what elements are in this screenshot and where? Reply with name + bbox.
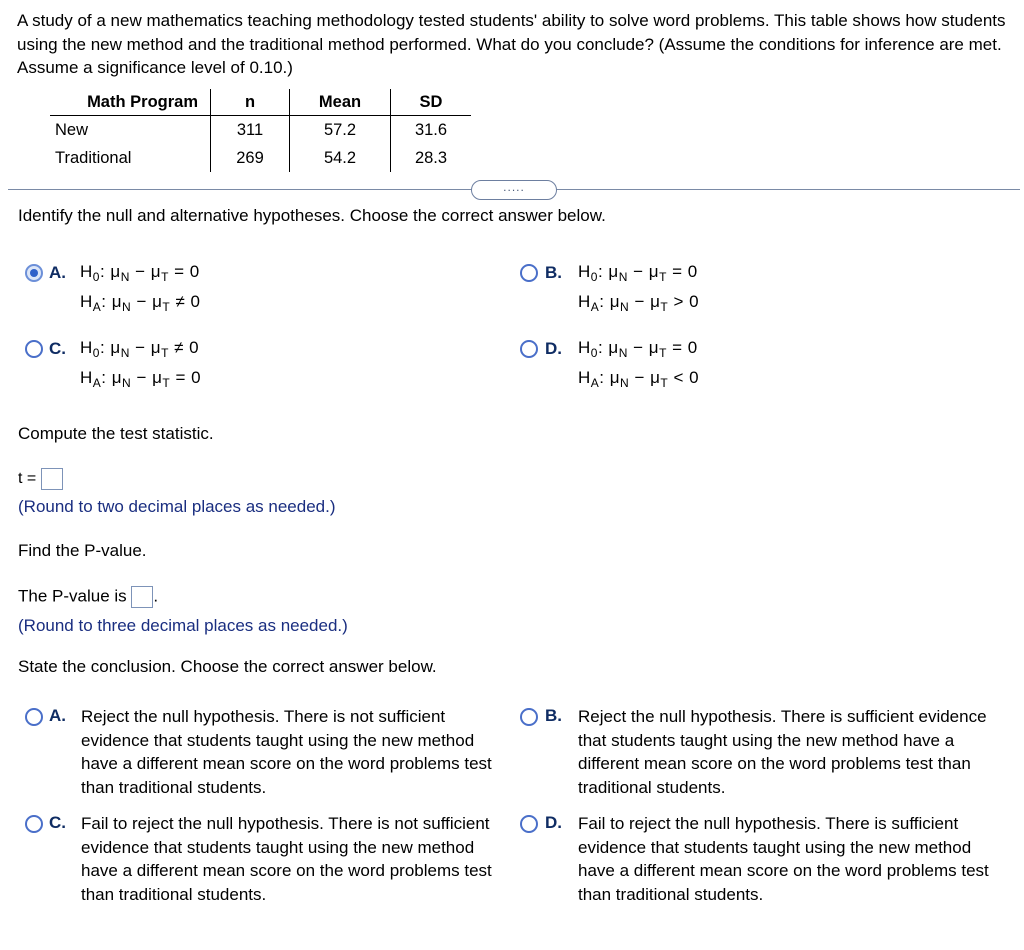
table-cell: 31.6 [391,116,472,145]
hypothesis-option-a-radio[interactable] [25,264,43,282]
table-cell: New [55,120,89,139]
p-value-label: The P-value is [18,586,127,606]
table-cell: 269 [211,144,290,172]
table-header: SD [391,89,472,116]
conclusion-option-a-radio[interactable] [25,708,43,726]
conclusion-option-d-text: Fail to reject the null hypothesis. There is sufficient evidence that students taught using the new method have a different mean score on the word problems test than traditional students. [578,814,989,904]
hypothesis-option-d-alt: $H_A$: $\mu_N - \mu_T < 0$ [578,368,700,390]
hypothesis-option-b-null: $H_0$: $\mu_N - \mu_T = 0$ [578,262,698,284]
problem-statement: A study of a new mathematics teaching methodology tested students' ability to solve word problems. This table shows how students using the new method and the traditional method performed. What do you conclude? (Assume the conditions for inference are met. Assume a significance level of 0.10.) [17,11,1006,77]
hypothesis-option-d-radio[interactable] [520,340,538,358]
option-letter: C. [49,339,66,358]
hypothesis-option-a-null: $H_0$: $\mu_N - \mu_T = 0$ [80,262,200,284]
p-value-prompt: Find the P-value. [18,541,147,560]
hypothesis-option-c-alt: $H_A$: $\mu_N - \mu_T = 0$ [80,368,202,390]
hypotheses-prompt: Identify the null and alternative hypotheses. Choose the correct answer below. [18,206,606,225]
conclusion-option-b-radio[interactable] [520,708,538,726]
option-letter: A. [49,706,66,725]
option-letter: D. [545,813,562,832]
hypothesis-option-b-alt: $H_A$: $\mu_N - \mu_T > 0$ [578,292,700,314]
p-value-suffix: . [153,586,159,606]
hypothesis-option-b-radio[interactable] [520,264,538,282]
data-table [50,89,471,172]
p-value-hint: (Round to three decimal places as needed.) [18,616,348,635]
table-header: Mean [290,89,391,116]
conclusion-option-a-text: Reject the null hypothesis. There is not sufficient evidence that students taught using the new method have a different mean score on the word problems test than traditional students. [81,707,492,797]
table-cell: 57.2 [290,116,391,145]
conclusion-option-b-text: Reject the null hypothesis. There is sufficient evidence that students taught using the new method have a different mean score on the word problems test than traditional students. [578,707,987,797]
conclusion-option-c-radio[interactable] [25,815,43,833]
table-cell: 28.3 [391,144,472,172]
conclusion-option-c-text: Fail to reject the null hypothesis. There is not sufficient evidence that students taught using the new method have a different mean score on the word problems test than traditional students. [81,814,492,904]
p-value-input[interactable] [131,586,153,608]
test-statistic-label: t = [18,470,37,488]
option-letter: B. [545,263,562,282]
test-statistic-prompt: Compute the test statistic. [18,424,214,443]
conclusion-option-d-radio[interactable] [520,815,538,833]
conclusion-prompt: State the conclusion. Choose the correct answer below. [18,657,437,676]
option-letter: D. [545,339,562,358]
hypothesis-option-c-null: $H_0$: $\mu_N - \mu_T \ne 0$ [80,338,200,360]
hypothesis-option-d-null: $H_0$: $\mu_N - \mu_T = 0$ [578,338,698,360]
table-header: Math Program [50,89,211,116]
hypothesis-option-c-radio[interactable] [25,340,43,358]
test-statistic-hint: (Round to two decimal places as needed.) [18,497,336,516]
option-letter: B. [545,706,562,725]
option-letter: C. [49,813,66,832]
expand-button[interactable]: ..... [471,180,557,200]
test-statistic-input[interactable] [41,468,63,490]
table-cell: Traditional [55,148,132,167]
p-value-row [18,586,158,608]
table-cell: 54.2 [290,144,391,172]
table-row [50,144,471,172]
table-header: n [211,89,290,116]
test-statistic-row [18,468,63,490]
hypothesis-option-a-alt: $H_A$: $\mu_N - \mu_T \ne 0$ [80,292,201,314]
table-header-row [50,89,471,116]
table-cell: 311 [211,116,290,145]
option-letter: A. [49,263,66,282]
table-row [50,116,471,145]
